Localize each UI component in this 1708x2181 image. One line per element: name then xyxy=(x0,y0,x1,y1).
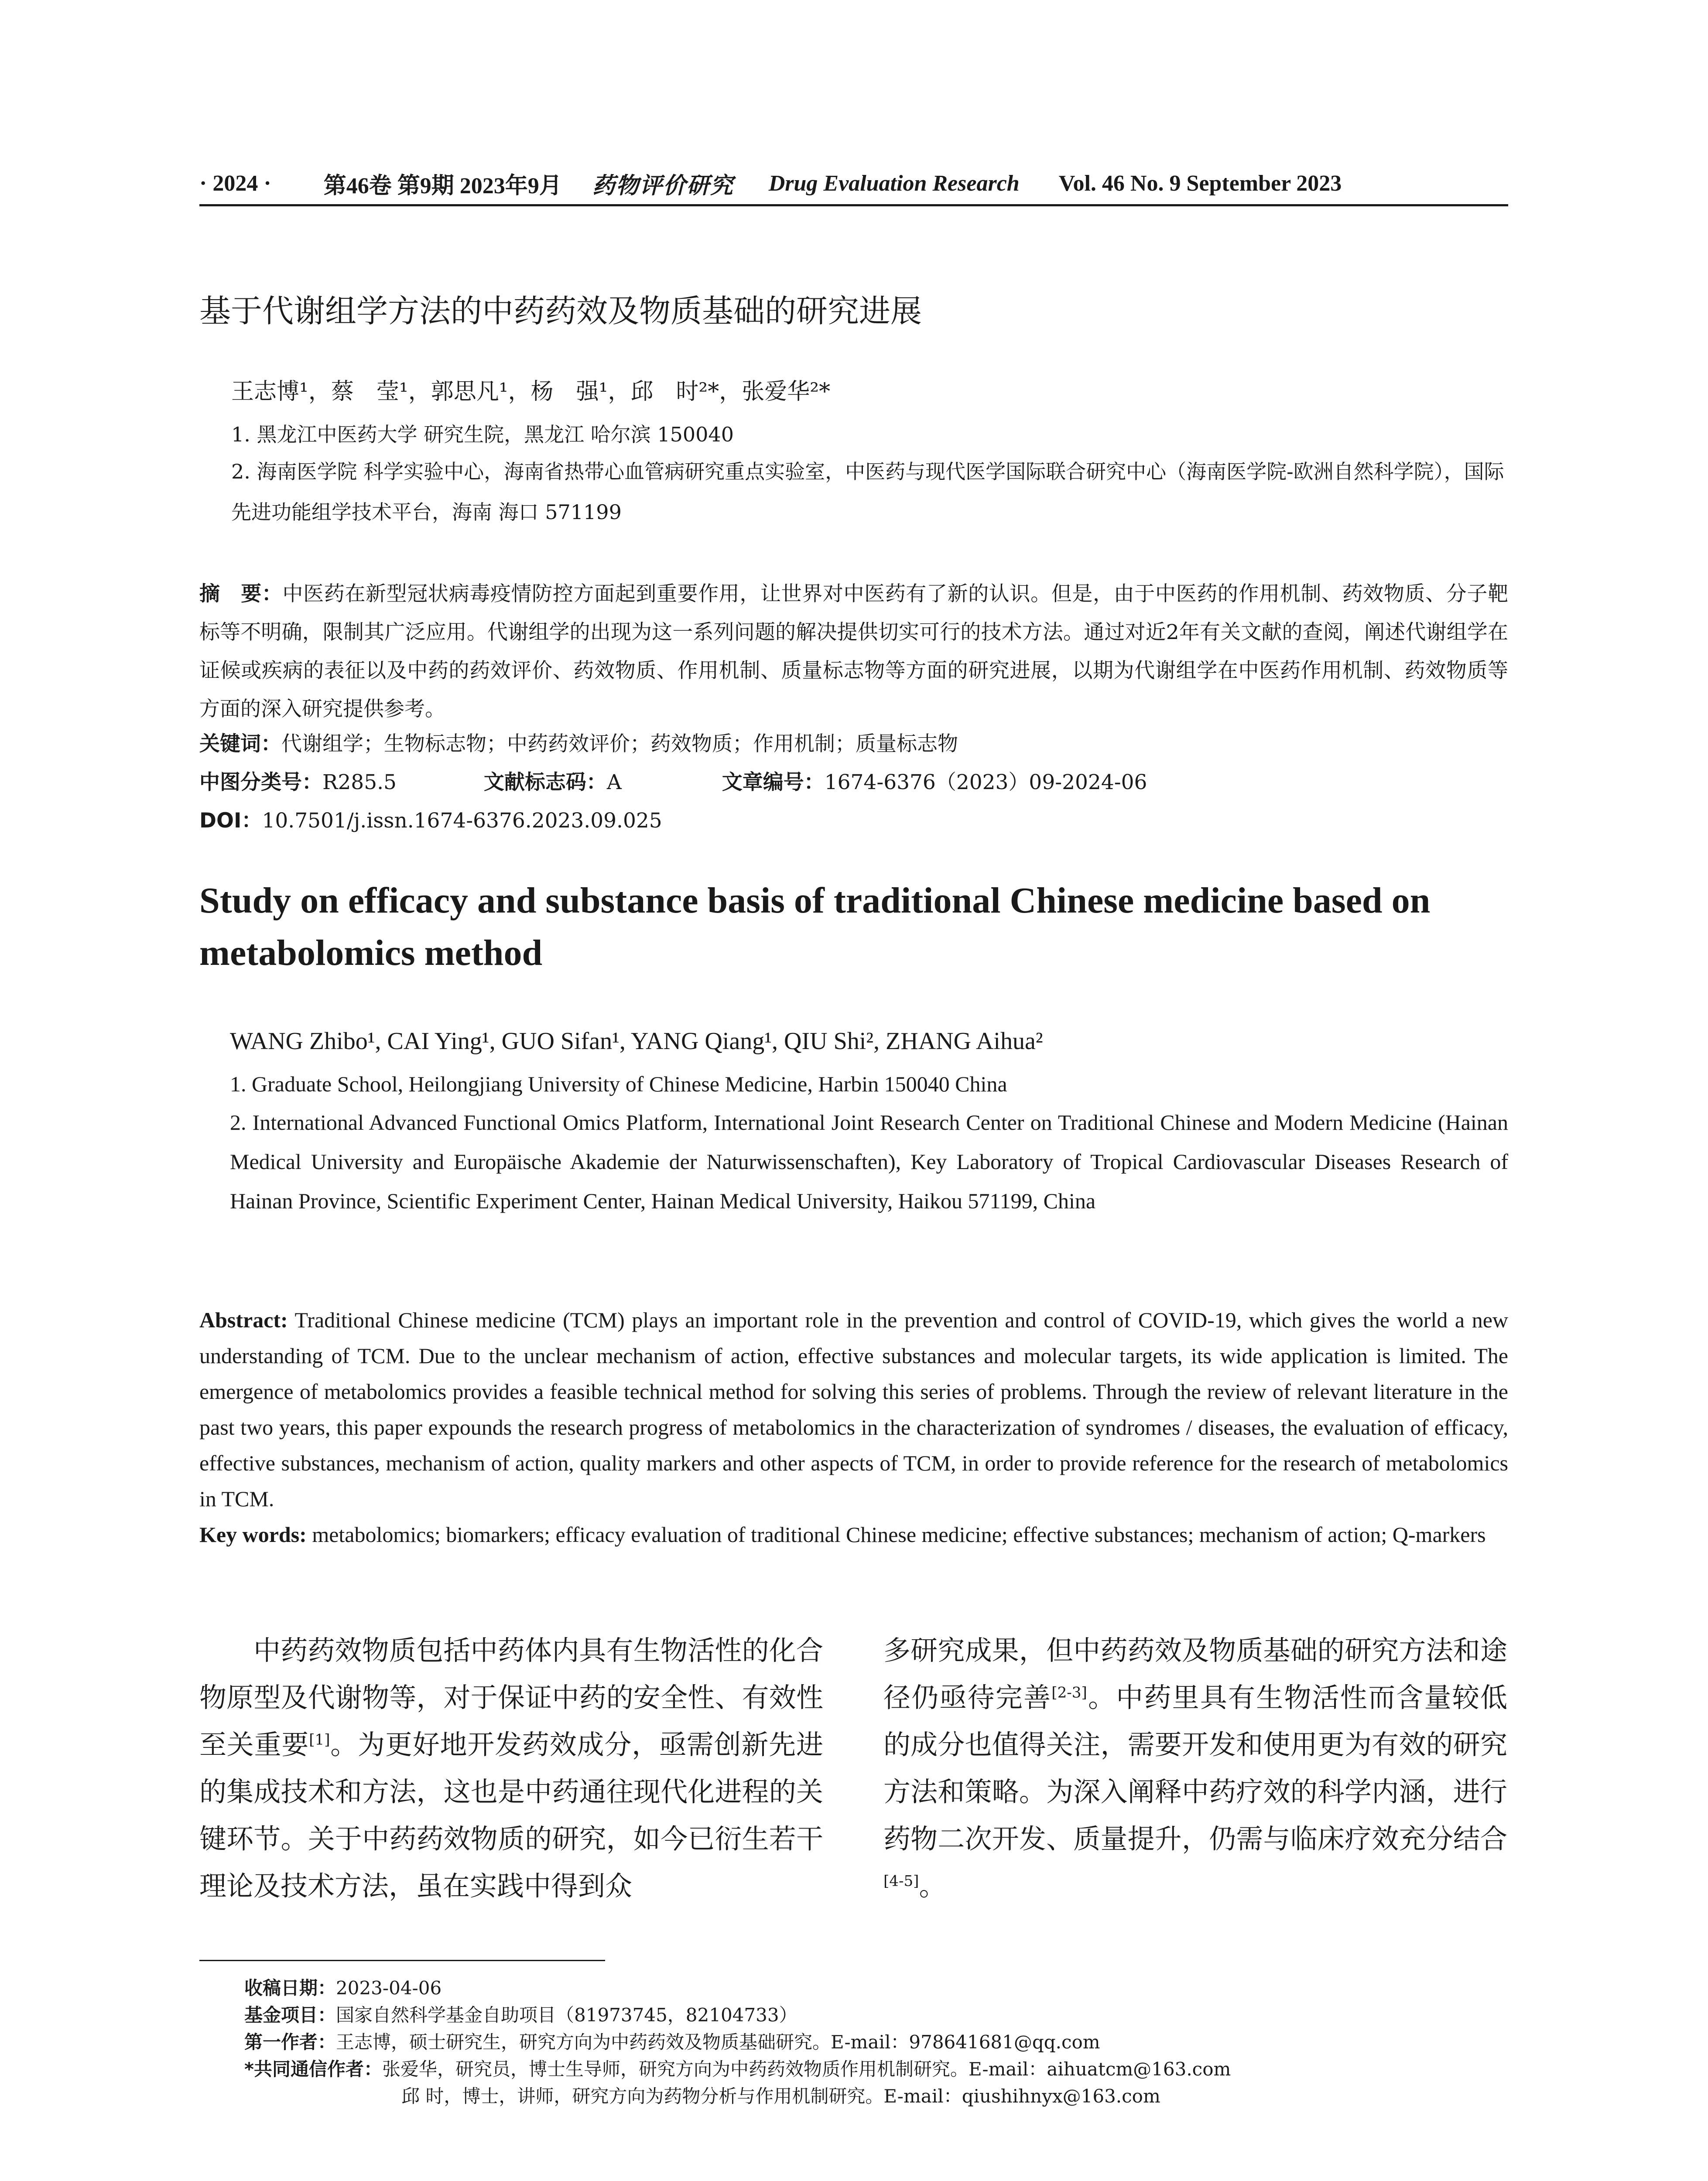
abstract-en xyxy=(199,1302,1508,1552)
doi-value: 10.7501/j.issn.1674-6376.2023.09.025 xyxy=(262,809,662,833)
journal-logo-cn: 药物评价研究 xyxy=(592,172,734,199)
author-list-cn: 王志博¹，蔡 莹¹，郭思凡¹，杨 强¹，邱 时²*，张爱华²* xyxy=(231,379,831,405)
corresponding-author-2: 邱 时，博士，讲师，研究方向为药物分析与作用机制研究。E-mail：qiushihnyx@163.com xyxy=(401,2085,1160,2107)
abstract-label-en: Abstract: xyxy=(199,1308,288,1332)
affiliation-cn-1: 1. 黑龙江中医药大学 研究生院，黑龙江 哈尔滨 150040 xyxy=(231,423,734,446)
citation-ref: [4-5] xyxy=(883,1872,919,1890)
keywords-text-cn: 代谢组学；生物标志物；中药药效评价；药效物质；作用机制；质量标志物 xyxy=(281,732,958,756)
citation-ref: [2-3] xyxy=(1051,1684,1087,1702)
clc-label: 中图分类号： xyxy=(199,770,322,794)
corresponding-author-1: 张爱华，研究员，博士生导师，研究方向为中药药效物质作用机制研究。E-mail：aihuatcm@163.com xyxy=(382,2058,1231,2080)
body-right-text-b: 。中药里具有生物活性而含量较低的成分也值得关注，需要开发和使用更为有效的研究方法和策略。为深入阐释中药疗效的科学内涵，进行药物二次开发、质量提升，仍需与临床疗效充分结合 xyxy=(883,1682,1507,1855)
doc-code-value: A xyxy=(606,770,622,794)
affiliation-en-2: 2. International Advanced Functional Omics Platform, International Joint Research Center on Traditional Chinese and Modern Medicine (Hainan Medical University and Europäische Akademie der Naturwissenschaften), Key Laboratory of Tropical Cardiovascular Diseases Research of Hainan Province, Scientific Experiment Center, Hainan Medical University, Haikou 571199, China xyxy=(230,1110,1508,1213)
doc-code-label: 文献标志码： xyxy=(483,770,607,794)
clc-value: R285.5 xyxy=(322,770,397,794)
body-column-right xyxy=(883,1627,1507,1910)
received-label: 收稿日期： xyxy=(244,1977,336,1999)
journal-name-en: Drug Evaluation Research xyxy=(768,171,1020,196)
body-right-text-a: 多研究成果，但中药药效及物质基础的研究方法和途径仍亟待完善 xyxy=(883,1634,1507,1713)
footnote-corresponding xyxy=(244,2055,1231,2081)
fund-text: 国家自然科学基金自助项目（81973745，82104733） xyxy=(336,2004,798,2026)
affiliation-en-1: 1. Graduate School, Heilongjiang University of Chinese Medicine, Harbin 150040 China xyxy=(230,1072,1007,1096)
corresponding-label: *共同通信作者： xyxy=(244,2058,382,2080)
abstract-label-cn: 摘 要： xyxy=(199,582,283,606)
issue-info-cn: 第46卷 第9期 2023年9月 xyxy=(323,173,562,198)
doi-label: DOI： xyxy=(199,809,262,833)
article-title-cn: 基于代谢组学方法的中药药效及物质基础的研究进展 xyxy=(199,293,922,329)
footnote-fund xyxy=(244,2001,798,2027)
article-no-value: 1674-6376（2023）09-2024-06 xyxy=(824,770,1147,794)
body-left-text-a: 中药药效物质包括中药体内具有生物活性的化合物原型及代谢物等，对于保证中药的安全性、有效性至关重要 xyxy=(199,1634,823,1761)
page-number: · 2024 · xyxy=(199,171,271,196)
body-column-left xyxy=(199,1627,823,1910)
abstract-cn xyxy=(199,575,1508,728)
running-header xyxy=(199,168,1508,198)
keywords-text-en: metabolomics; biomarkers; efficacy evaluation of traditional Chinese medicine; effective substances; mechanism of action; Q-markers xyxy=(312,1522,1486,1547)
footnote-first-author xyxy=(244,2028,1100,2054)
doi-line xyxy=(199,804,662,834)
fund-label: 基金项目： xyxy=(244,2004,336,2026)
keywords-label-cn: 关键词： xyxy=(199,732,281,756)
body-left-text-b: 。为更好地开发药效成分，亟需创新先进的集成技术和方法，这也是中药通往现代化进程的关键环节。关于中药药效物质的研究，如今已衍生若干理论及技术方法，虽在实践中得到众 xyxy=(199,1729,823,1902)
abstract-text-en: Traditional Chinese medicine (TCM) plays an important role in the prevention and control of COVID-19, which gives the world a new understanding of TCM. Due to the unclear mechanism of action, effective substances and molecular targets, its wide application is limited. The emergence of metabolomics provides a feasible technical method for solving this series of problems. Through the review of relevant literature in the past two years, this paper expounds the research progress of metabolomics in the characterization of syndromes / diseases, the evaluation of efficacy, effective substances, mechanism of action, quality markers and other aspects of TCM, in order to provide reference for the research of metabolomics in TCM. xyxy=(199,1308,1508,1511)
article-no-label: 文章编号： xyxy=(722,770,825,794)
issue-info-en: Vol. 46 No. 9 September 2023 xyxy=(1058,171,1342,196)
author-list-en: WANG Zhibo¹, CAI Ying¹, GUO Sifan¹, YANG Qiang¹, QIU Shi², ZHANG Aihua² xyxy=(230,1028,1043,1055)
abstract-text-cn: 中医药在新型冠状病毒疫情防控方面起到重要作用，让世界对中医药有了新的认识。但是，由于中医药的作用机制、药效物质、分子靶标等不明确，限制其广泛应用。代谢组学的出现为这一系列问题的解决提供切实可行的技术方法。通过对近2年有关文献的查阅，阐述代谢组学在证候或疾病的表征以及中药的药效评价、药效物质、作用机制、质量标志物等方面的研究进展，以期为代谢组学在中医药作用机制、药效物质等方面的深入研究提供参考。 xyxy=(199,582,1509,721)
footnote-received xyxy=(244,1974,442,2000)
body-right-text-c: 。 xyxy=(919,1870,946,1902)
citation-ref: [1] xyxy=(309,1731,330,1749)
article-title-en: Study on efficacy and substance basis of traditional Chinese medicine based on metabolomics method xyxy=(199,880,1431,973)
keywords-cn xyxy=(199,728,958,757)
keywords-label-en: Key words: xyxy=(199,1522,307,1547)
affiliation-cn-2: 2. 海南医学院 科学实验中心，海南省热带心血管病研究重点实验室，中医药与现代医学国际联合研究中心（海南医学院-欧洲自然科学院），国际先进功能组学技术平台，海南 海口 571199 xyxy=(231,460,1504,524)
first-author-text: 王志博，硕士研究生，研究方向为中药药效及物质基础研究。E-mail：978641681@qq.com xyxy=(336,2031,1100,2053)
header-divider xyxy=(199,204,1508,206)
first-author-label: 第一作者： xyxy=(244,2031,336,2053)
received-date: 2023-04-06 xyxy=(336,1977,442,1999)
classification-line xyxy=(199,766,1147,795)
footnote-corresponding-2 xyxy=(401,2082,1160,2108)
footnote-divider xyxy=(199,1960,605,1961)
